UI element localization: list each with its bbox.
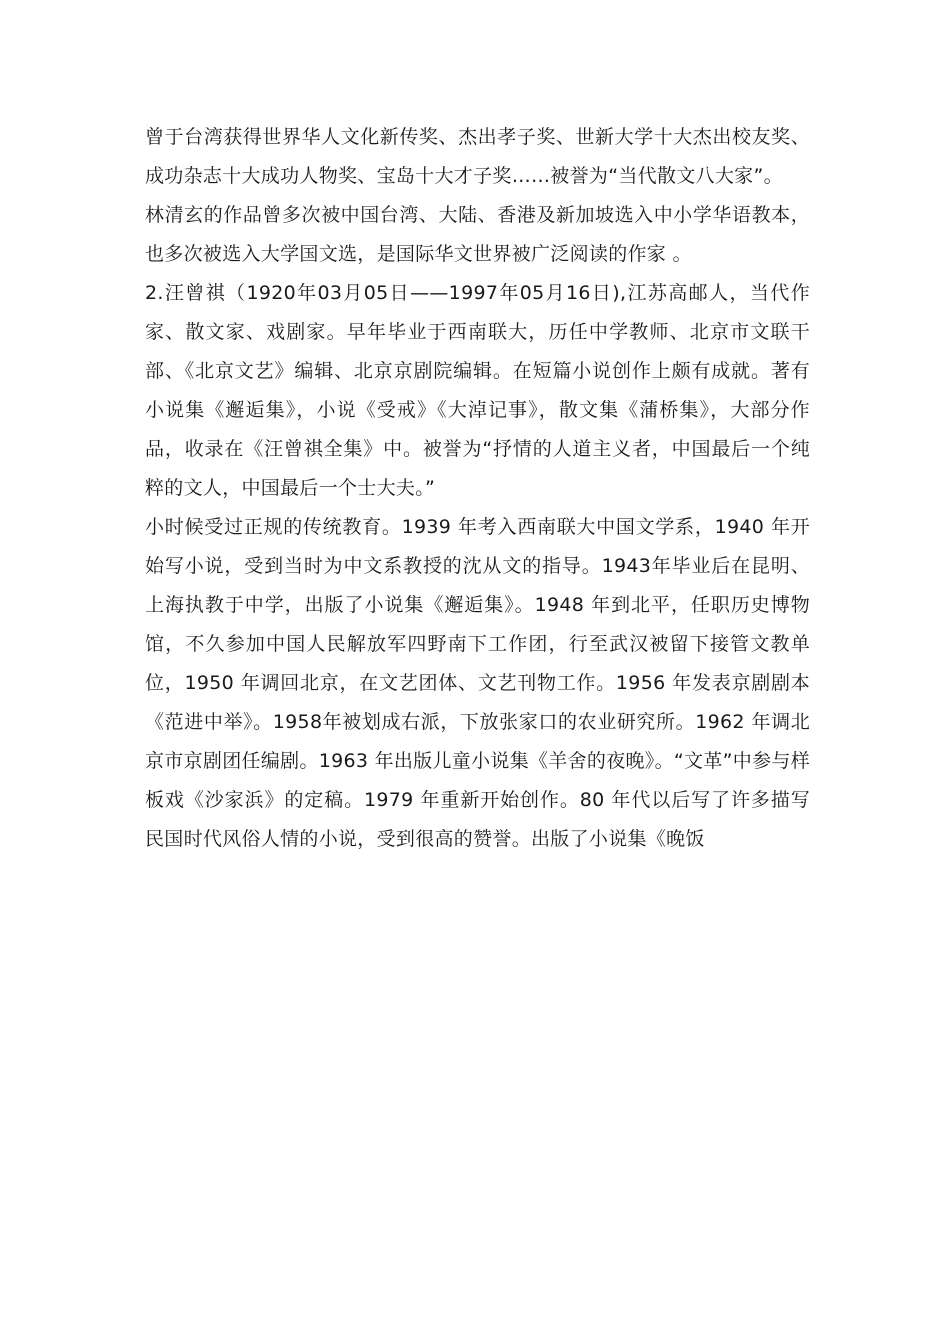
paragraph-lin-qingxuan-awards: 曾于台湾获得世界华人文化新传奖、杰出孝子奖、世新大学十大杰出校友奖、成功杂志十大成功人物奖、宝岛十大才子奖……被誉为“当代散文八大家”。: [145, 126, 810, 187]
paragraph-wang-zengqi-biography: 小时候受过正规的传统教育。1939 年考入西南联大中国文学系，1940 年开始写小说，受到当时为中文系教授的沈从文的指导。1943年毕业后在昆明、上海执教于中学，出版了小说集《邂逅集》。1948 年到北平，任职历史博物馆，不久参加中国人民解放军四野南下工作团，行至武汉被留下接管文教单位，1950 年调回北京，在文艺团体、文艺刊物工作。1956 年发表京剧剧本《范进中举》。1958年被划成右派，下放张家口的农业研究所。1962 年调北京市京剧团任编剧。1963 年出版儿童小说集《羊舍的夜晚》。“文革”中参与样板戏《沙家浜》的定稿。1979 年重新开始创作。80 年代以后写了许多描写民国时代风俗人情的小说，受到很高的赞誉。出版了小说集《晚饭: [145, 516, 810, 850]
document-body: [145, 118, 810, 859]
paragraph-lin-qingxuan-textbooks: 林清玄的作品曾多次被中国台湾、大陆、香港及新加坡选入中小学华语教本，也多次被选入大学国文选，是国际华文世界被广泛阅读的作家 。: [145, 204, 810, 265]
paragraph-wang-zengqi-intro: 2.汪曾祺（1920年03月05日——1997年05月16日),江苏高邮人，当代作家、散文家、戏剧家。早年毕业于西南联大，历任中学教师、北京市文联干部、《北京文艺》编辑、北京京剧院编辑。在短篇小说创作上颇有成就。著有小说集《邂逅集》，小说《受戒》《大淖记事》，散文集《蒲桥集》，大部分作品，收录在《汪曾祺全集》中。被誉为“抒情的人道主义者，中国最后一个纯粹的文人，中国最后一个士大夫。”: [145, 282, 810, 499]
